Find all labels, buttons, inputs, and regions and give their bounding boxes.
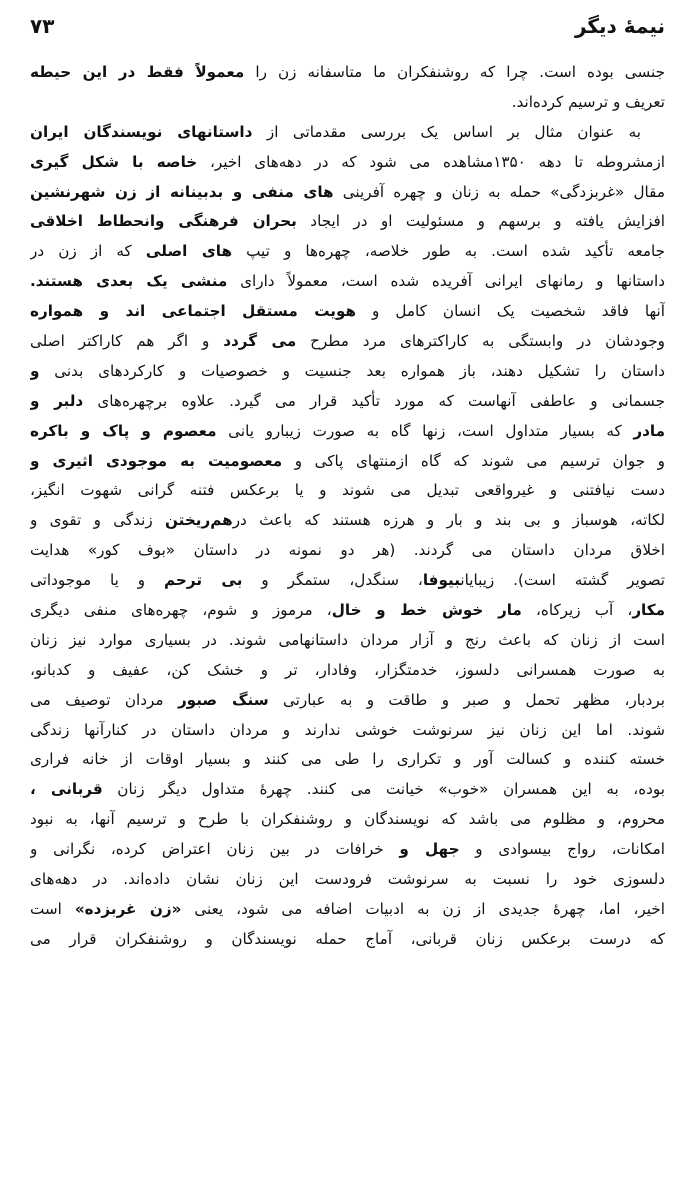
text-segment: به صورت همسرانی دلسوز، خدمتگزار، وفادار، تر و خشک کن، عفیف و کدبانو، (30, 660, 665, 679)
text-segment: مقال «غربزدگی» حمله به زنان و چهره آفرینی (333, 182, 665, 201)
text-segment: داستان را تشکیل دهند، باز همواره بعد جنسیت و خصوصیات و کارکردهای بدنی (39, 361, 665, 380)
text-line (30, 148, 665, 178)
text-segment: داستانها و رمانهای ایرانی آفریده شده است، معمولاً دارای (227, 272, 665, 291)
bold-text-segment: هم‌ریختن (164, 511, 233, 530)
text-segment: بردبار، مظهر تحمل و صبر و طاقت و به عبارتی (268, 690, 665, 709)
text-segment: لکاته، هوسباز و بی بند و بار و هرزه هستند که باعث در (232, 511, 665, 530)
text-segment: دست نیافتنی و غیرواقعی تبدیل می شوند و یا برعکس فتنه گرانی شهوت انگیز، (30, 481, 665, 500)
text-segment: زندگی و تقوی و (30, 511, 165, 530)
bold-text-segment: «زن غربزده» (74, 899, 182, 918)
bold-text-segment: بحران فرهنگی وانحطاط اخلاقی (30, 212, 297, 231)
bold-text-segment: مادر (633, 421, 665, 440)
bold-text-segment: بی ترحم (164, 571, 243, 590)
text-line (30, 716, 665, 746)
text-line (30, 626, 665, 656)
text-line (30, 207, 665, 237)
text-segment: امکانات، رواج بیسوادی و (459, 840, 665, 859)
text-segment: جامعه تأکید شده است. به طور خلاصه، چهره‌ها و تیپ (232, 242, 665, 261)
running-title: نیمهٔ دیگر (574, 14, 665, 38)
bold-text-segment: های منفی و بدبینانه از زن شهرنشین (30, 182, 334, 201)
bold-text-segment: بیوفا (422, 571, 461, 590)
text-segment: به عنوان مثال بر اساس یک بررسی مقدماتی از (252, 122, 642, 141)
text-segment: تصویر گشته است). زیبایان (460, 571, 665, 590)
text-line (30, 267, 665, 297)
page-number: ۷۳ (30, 14, 55, 38)
text-line (30, 476, 665, 506)
text-line (30, 237, 665, 267)
text-line (30, 895, 665, 925)
bold-text-segment: خاصه با شکل گیری (30, 152, 198, 171)
text-line (30, 297, 665, 327)
text-segment: که بسیار متداول است، زنها گاه به صورت زیبارو یانی (216, 421, 634, 440)
bold-text-segment: های اصلی (145, 242, 233, 261)
text-segment: جسمانی و عاطفی آنهاست که مورد تأکید قرار می گیرد. علاوه برچهره‌های (83, 391, 665, 410)
text-segment: ، آب زیرکاه، (521, 601, 633, 620)
text-segment: مردان توصیف می (30, 690, 178, 709)
bold-text-segment: معمولاً فقط در این حیطه (30, 63, 245, 81)
bold-text-segment: و (30, 361, 40, 380)
bold-text-segment: مکار (632, 601, 665, 620)
text-segment: و جوان ترسیم می شوند که گاه ازمنتهای پاکی و (282, 451, 665, 470)
text-line (30, 835, 665, 865)
text-segment: ، مرموز و شوم، چهره‌های منفی دیگری (30, 601, 332, 620)
bold-text-segment: می گردد (223, 332, 297, 351)
bold-text-segment: داستانهای نویسندگان ایران (30, 122, 253, 141)
text-segment: که درست برعکس زنان قربانی، آماج حمله نویسندگان و روشنفکران قرار می (30, 929, 665, 948)
text-segment: خسته کننده و کسالت آور و تکراری را طی می کنند و بسیار اوقات از خانه فراری (30, 750, 665, 769)
bold-text-segment: سنگ صبور (177, 690, 269, 709)
text-segment: و یا موجوداتی (30, 571, 165, 590)
text-segment: که از زن در (30, 242, 146, 261)
text-line (30, 327, 665, 357)
text-line (30, 686, 665, 716)
bold-text-segment: هویت مستقل اجتماعی اند و همواره (30, 302, 357, 321)
text-segment: وجودشان در وابستگی به کاراکترهای مرد مطرح (296, 332, 665, 351)
text-segment: اخلاق مردان داستان می گردند. (هر دو نمونه در داستان «بوف کور» هدایت (30, 541, 665, 560)
text-line (30, 447, 665, 477)
text-segment: است (30, 899, 75, 918)
text-segment: اخیر، اما، چهرهٔ جدیدی از زن به ادبیات اضافه می شود، یعنی (181, 899, 665, 918)
text-line (30, 88, 665, 118)
text-line (30, 865, 665, 895)
text-segment: خرافات در بین زنان اعتراض کرده، نگرانی و (30, 840, 400, 859)
text-line (30, 566, 665, 596)
text-line (30, 745, 665, 775)
text-line (30, 656, 665, 686)
text-segment: آنها فاقد شخصیت یک انسان کامل و (356, 302, 665, 321)
bold-text-segment: قربانی ، (30, 780, 103, 799)
text-line (30, 58, 665, 88)
text-segment: تعریف و ترسیم کرده‌اند. (511, 92, 665, 111)
bold-text-segment: جهل و (399, 840, 460, 859)
text-segment: است از زنان که باعث رنج و آزار مردان داستانهامی شوند. در بسیاری موارد نیز زنان (30, 630, 665, 649)
text-segment: دلسوزی خود را نسبت به سرنوشت فرودست این زنان نشان داده‌اند. در دهه‌های (30, 870, 665, 889)
text-segment: ازمشروطه تا دهه ۱۳۵۰مشاهده می شود که در دهه‌های اخیر، (197, 152, 665, 171)
text-segment: شوند. اما این زنان نیز سرنوشت خوشی ندارند و مردان داستان در کنارآنها زندگی (30, 720, 665, 739)
bold-text-segment: منشی یک بعدی هستند. (30, 272, 228, 291)
text-segment: و اگر هم کاراکتر اصلی (30, 332, 224, 351)
text-line (30, 357, 665, 387)
bold-text-segment: معصومیت به موجودی اثیری و (30, 451, 283, 470)
text-segment: جنسی بوده است. چرا که روشنفکران ما متاسفانه زن را (244, 63, 665, 81)
text-segment: افزایش یافته و برسهم و مسئولیت او در ایجاد (296, 212, 665, 231)
page-header (30, 10, 665, 50)
bold-text-segment: دلبر و (30, 391, 84, 410)
text-segment: ، سنگدل، ستمگر و (242, 571, 423, 590)
text-line (30, 536, 665, 566)
text-line (30, 805, 665, 835)
text-line (30, 775, 665, 805)
text-segment: محروم، و مظلوم می باشد که نویسندگان و روشنفکران با طرح و ترسیم آنها، به نبود (30, 810, 665, 829)
bold-text-segment: معصوم و پاک و باکره (30, 421, 217, 440)
text-line (30, 178, 665, 208)
text-line (30, 387, 665, 417)
bold-text-segment: مار خوش خط و خال (331, 601, 522, 620)
text-line (30, 596, 665, 626)
text-line (30, 925, 665, 955)
text-line (30, 506, 665, 536)
text-line (30, 118, 665, 148)
text-segment: بوده، به این همسران «خوب» خیانت می کنند. چهرهٔ متداول دیگر زنان (102, 780, 665, 799)
text-line (30, 417, 665, 447)
body-text (30, 58, 665, 955)
